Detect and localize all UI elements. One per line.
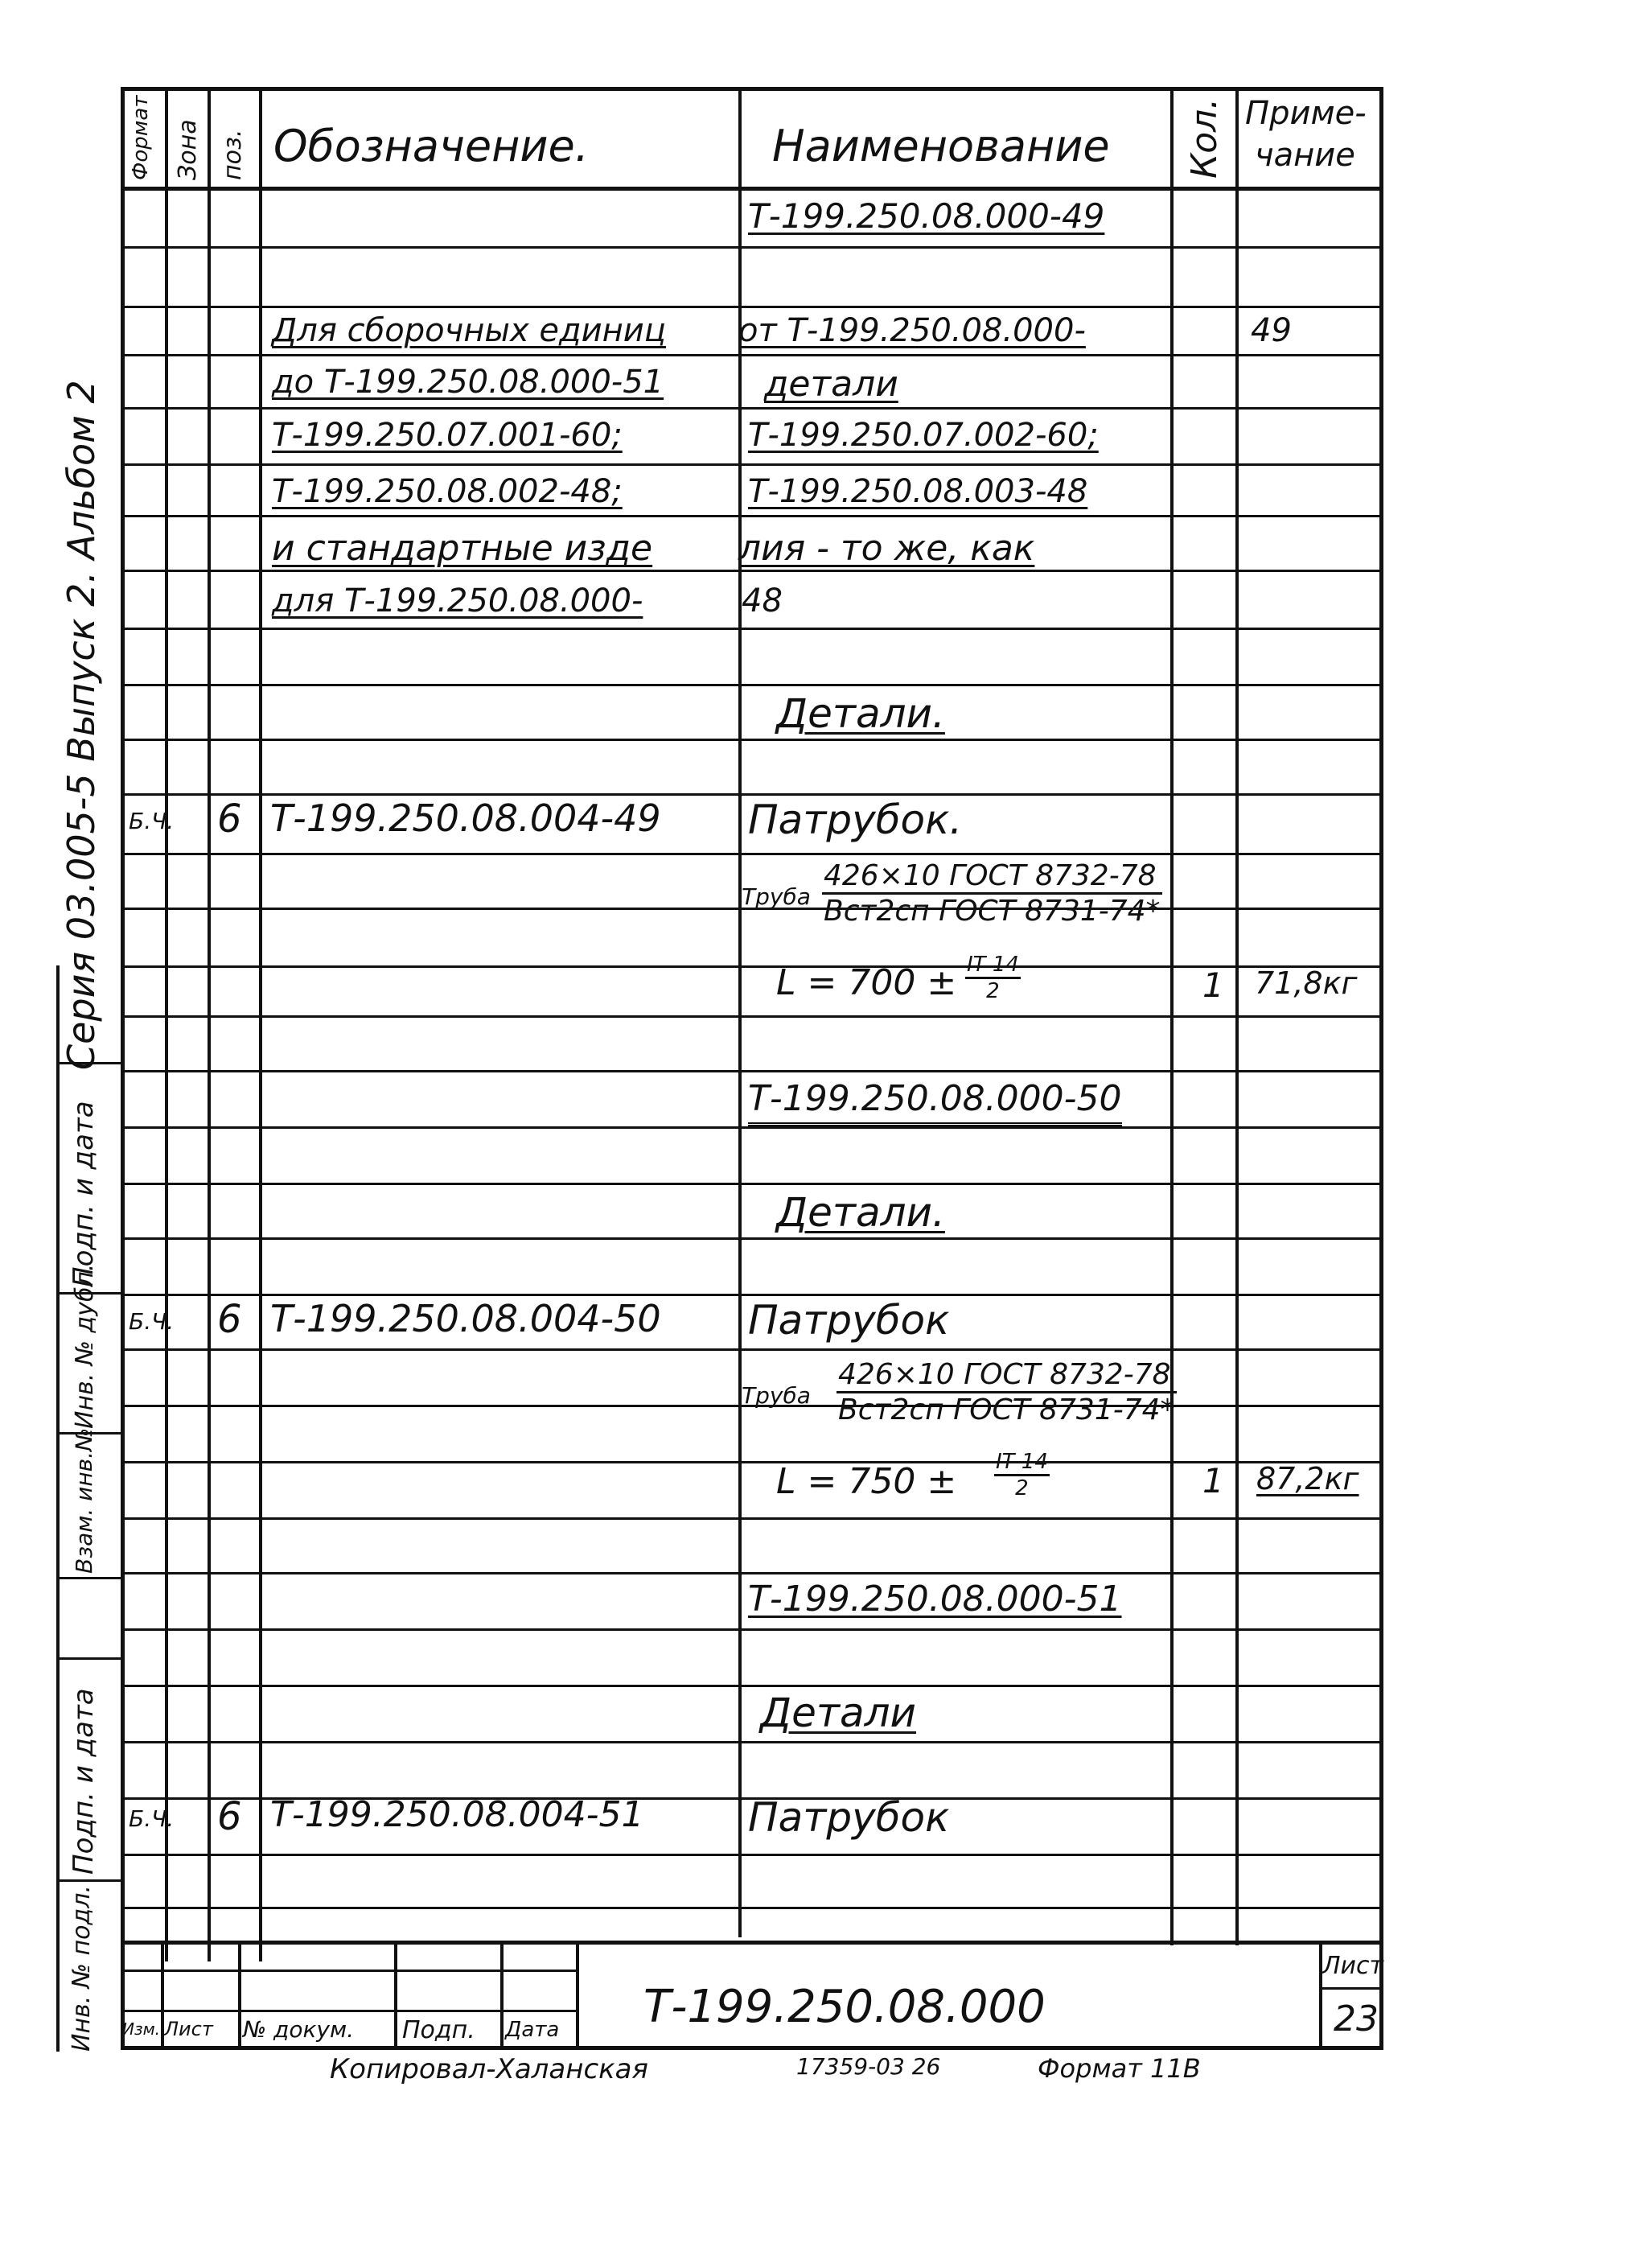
tolerance-2-den: 2 xyxy=(1015,1476,1029,1500)
row-line xyxy=(121,853,1383,855)
side-inv-orig: Инв. № подл. xyxy=(68,1885,96,2052)
tolerance-1-num: IT 14 xyxy=(965,953,1021,979)
length-2: L = 750 ± xyxy=(776,1461,957,1502)
pipe-spec-1 xyxy=(822,859,1162,928)
qty-cell-2: 1 xyxy=(1202,1461,1224,1500)
header-note-1: Приме- xyxy=(1245,95,1367,132)
note-line-4-left: Т-199.250.08.002-48; xyxy=(272,473,623,510)
tolerance-1-den: 2 xyxy=(986,979,1000,1003)
row-line xyxy=(121,1572,1383,1574)
title-block-top xyxy=(121,1941,1383,1945)
tb-col xyxy=(238,1941,241,2050)
row-line xyxy=(121,1294,1383,1296)
tb-izm-label: Изм. xyxy=(122,2019,161,2039)
row-line xyxy=(121,515,1383,517)
row-line xyxy=(121,1517,1383,1520)
sheet-number: 23 xyxy=(1334,1998,1379,2040)
row-line xyxy=(121,1685,1383,1687)
header-format: Формат xyxy=(129,95,153,180)
note-line-3-left: Т-199.250.07.001-60; xyxy=(272,417,623,454)
col-line-format xyxy=(165,87,168,1961)
row-line xyxy=(121,354,1383,356)
pipe-spec-1-den: Вст2сп ГОСТ 8731-74* xyxy=(824,895,1161,928)
col-line-pos xyxy=(259,87,262,1961)
qty-cell-1: 1 xyxy=(1202,965,1224,1005)
pos-cell-3: 6 xyxy=(217,1794,242,1839)
row-line xyxy=(121,1237,1383,1240)
row-line xyxy=(121,570,1383,572)
name-cell-2: Патрубок xyxy=(748,1297,950,1344)
row-line xyxy=(121,628,1383,630)
pipe-label-1: Труба xyxy=(742,883,811,910)
doc-49-heading: Т-199.250.08.000-49 xyxy=(748,196,1105,236)
designation-cell-2: Т-199.250.08.004-50 xyxy=(270,1297,661,1340)
note-cell-1: 71,8кг xyxy=(1255,965,1358,1001)
binding-sep xyxy=(56,1879,121,1882)
tb-sheet-sep xyxy=(1319,1987,1383,1990)
doc-50-heading: Т-199.250.08.000-50 xyxy=(748,1078,1122,1126)
tb-col xyxy=(576,1941,579,2050)
note-line-2-right: детали xyxy=(764,364,898,405)
pipe-spec-2-den: Вст2сп ГОСТ 8731-74* xyxy=(838,1393,1175,1426)
footer-format: Формат 11В xyxy=(1038,2053,1201,2084)
series-label: Серия 03.005-5 Выпуск 2. Альбом 2 xyxy=(60,380,103,1070)
tb-date-label: Дата xyxy=(505,2018,560,2042)
row-line xyxy=(121,1183,1383,1185)
header-qty: Кол. xyxy=(1184,97,1225,179)
row-line xyxy=(121,1015,1383,1018)
format-cell-1: Б.Ч. xyxy=(129,808,175,834)
details-heading-2: Детали. xyxy=(776,1189,945,1236)
tb-col xyxy=(500,1941,504,2050)
binding-sep xyxy=(56,1577,121,1579)
doc-51-heading: Т-199.250.08.000-51 xyxy=(748,1579,1122,1620)
sheet-label: Лист xyxy=(1322,1952,1384,1980)
pipe-spec-2-num: 426×10 ГОСТ 8732-78 xyxy=(836,1358,1177,1393)
row-line xyxy=(121,1741,1383,1743)
note-line-5-right: лия - то же, как xyxy=(738,528,1035,569)
note-line-1-tail: 49 xyxy=(1251,312,1292,349)
header-designation: Обозначение. xyxy=(273,121,589,171)
name-cell-3: Патрубок xyxy=(748,1794,950,1841)
header-name: Наименование xyxy=(772,121,1110,171)
note-line-2-left: до Т-199.250.08.000-51 xyxy=(272,364,664,401)
row-line xyxy=(121,1126,1383,1129)
side-sign-date-1: Подп. и дата xyxy=(68,1101,100,1287)
pos-cell-1: 6 xyxy=(217,796,242,842)
note-line-3-right: Т-199.250.07.002-60; xyxy=(748,417,1099,454)
row-line xyxy=(121,246,1383,249)
row-line xyxy=(121,684,1383,686)
row-line xyxy=(121,965,1383,968)
row-line xyxy=(121,1628,1383,1631)
header-separator xyxy=(121,187,1383,191)
tolerance-2-num: IT 14 xyxy=(994,1450,1050,1476)
header-zone: Зона xyxy=(174,119,202,180)
row-line xyxy=(121,1907,1383,1909)
note-line-1-left: Для сборочных единиц xyxy=(272,312,666,349)
note-line-4-right: Т-199.250.08.003-48 xyxy=(748,473,1088,510)
col-line-designation xyxy=(738,87,742,1937)
row-line xyxy=(121,407,1383,410)
binding-sep xyxy=(56,1657,121,1660)
header-note-2: чание xyxy=(1255,137,1355,174)
length-1: L = 700 ± xyxy=(776,962,957,1003)
format-cell-2: Б.Ч. xyxy=(129,1308,175,1335)
note-line-5-left: и стандартные изде xyxy=(272,528,653,569)
row-line xyxy=(121,1461,1383,1463)
side-vzam-inv: Взам. инв.№ xyxy=(71,1427,97,1574)
tb-list-label: Лист xyxy=(164,2018,213,2040)
side-sign-date-2: Подп. и дата xyxy=(68,1688,100,1875)
pipe-spec-1-num: 426×10 ГОСТ 8732-78 xyxy=(822,859,1162,895)
name-cell-1: Патрубок. xyxy=(748,796,963,843)
tb-col xyxy=(394,1941,397,2050)
row-line xyxy=(121,1070,1383,1072)
document-number: Т-199.250.08.000 xyxy=(643,1981,1046,2033)
header-pos: поз. xyxy=(219,129,247,180)
designation-cell-1: Т-199.250.08.004-49 xyxy=(270,796,661,840)
row-line xyxy=(121,793,1383,796)
tb-sign-label: Подп. xyxy=(402,2016,475,2044)
side-inv-dup: Инв. № дубл. xyxy=(71,1263,99,1429)
note-cell-2: 87,2кг xyxy=(1256,1461,1359,1496)
title-block-row xyxy=(121,1970,579,1972)
footer-code: 17359-03 26 xyxy=(796,2053,941,2080)
tolerance-1 xyxy=(965,953,1021,1003)
pipe-spec-2 xyxy=(836,1358,1177,1426)
tb-doc-label: № докум. xyxy=(243,2016,355,2043)
details-heading-1: Детали. xyxy=(776,690,945,737)
row-line xyxy=(121,1854,1383,1856)
footer-copied: Копировал-Халанская xyxy=(330,2053,648,2085)
title-block-row xyxy=(121,2010,579,2012)
binding-strip-line xyxy=(56,965,60,2052)
tolerance-2 xyxy=(994,1450,1050,1500)
row-line xyxy=(121,306,1383,308)
designation-cell-3: Т-199.250.08.004-51 xyxy=(270,1794,644,1835)
note-line-6-left: для Т-199.250.08.000- xyxy=(272,582,643,619)
details-heading-3: Детали xyxy=(760,1690,917,1736)
note-line-1-right: от Т-199.250.08.000- xyxy=(738,312,1086,349)
format-cell-3: Б.Ч. xyxy=(129,1805,175,1832)
row-line xyxy=(121,739,1383,741)
pos-cell-2: 6 xyxy=(217,1297,242,1342)
row-line xyxy=(121,1348,1383,1351)
row-line xyxy=(121,463,1383,466)
col-line-zone xyxy=(208,87,211,1961)
pipe-label-2: Труба xyxy=(742,1382,811,1409)
note-line-6-right: 48 xyxy=(742,582,783,619)
